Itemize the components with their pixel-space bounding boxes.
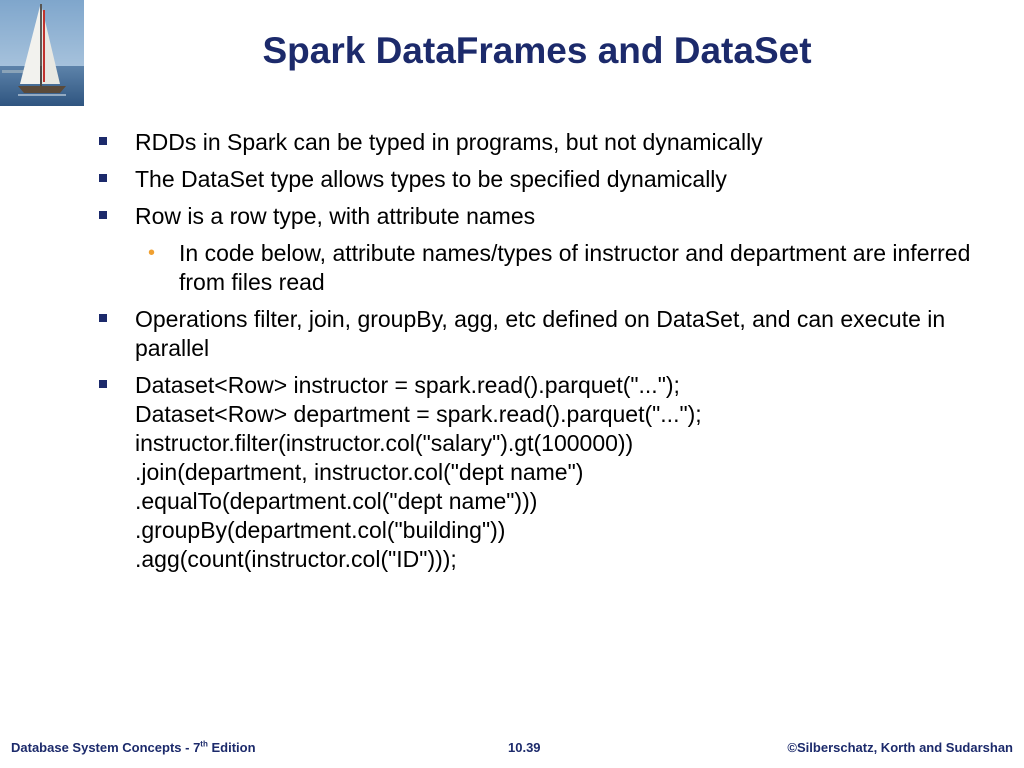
code-line: .equalTo(department.col("dept name"))) [135,488,538,514]
square-bullet-icon [99,314,107,322]
footer-book-title-suffix: Edition [207,740,256,755]
footer-slide-number: 10.39 [508,740,541,755]
bullet-dataset-type [96,165,976,194]
bullet-operations [96,305,976,363]
bullet-text: Row is a row type, with attribute names [135,203,536,229]
bullet-code-example [96,371,976,574]
bullet-row-type [96,202,976,231]
footer-copyright: ©Silberschatz, Korth and Sudarshan [787,740,1013,755]
bullet-text: Operations filter, join, groupBy, agg, etc defined on DataSet, and can execute in parallel [135,306,946,361]
square-bullet-icon [99,380,107,388]
square-bullet-icon [99,174,107,182]
code-line: instructor.filter(instructor.col("salary").gt(100000)) [135,430,634,456]
footer-edition-superscript: th [200,739,208,749]
bullet-text: The DataSet type allows types to be specified dynamically [135,166,727,192]
sailboat-logo [0,0,84,106]
square-bullet-icon [99,137,107,145]
bullet-text: RDDs in Spark can be typed in programs, but not dynamically [135,129,763,155]
bullet-rdds [96,128,976,157]
code-line: .join(department, instructor.col("dept name") [135,459,584,485]
slide-title: Spark DataFrames and DataSet [262,30,812,71]
sub-bullet-inferred [96,239,976,297]
slide-footer [0,740,1024,768]
footer-book-title [11,740,256,755]
code-line: Dataset<Row> instructor = spark.read().parquet("..."); [135,372,680,398]
round-bullet-icon: • [148,242,156,264]
code-line: .groupBy(department.col("building")) [135,517,506,543]
code-line: Dataset<Row> department = spark.read().parquet("..."); [135,401,702,427]
sub-bullet-text: In code below, attribute names/types of instructor and department are inferred from files read [179,240,971,295]
square-bullet-icon [99,211,107,219]
code-line: .agg(count(instructor.col("ID"))); [135,546,457,572]
slide-content [96,128,976,582]
footer-book-title-prefix: Database System Concepts - 7 [11,740,201,755]
